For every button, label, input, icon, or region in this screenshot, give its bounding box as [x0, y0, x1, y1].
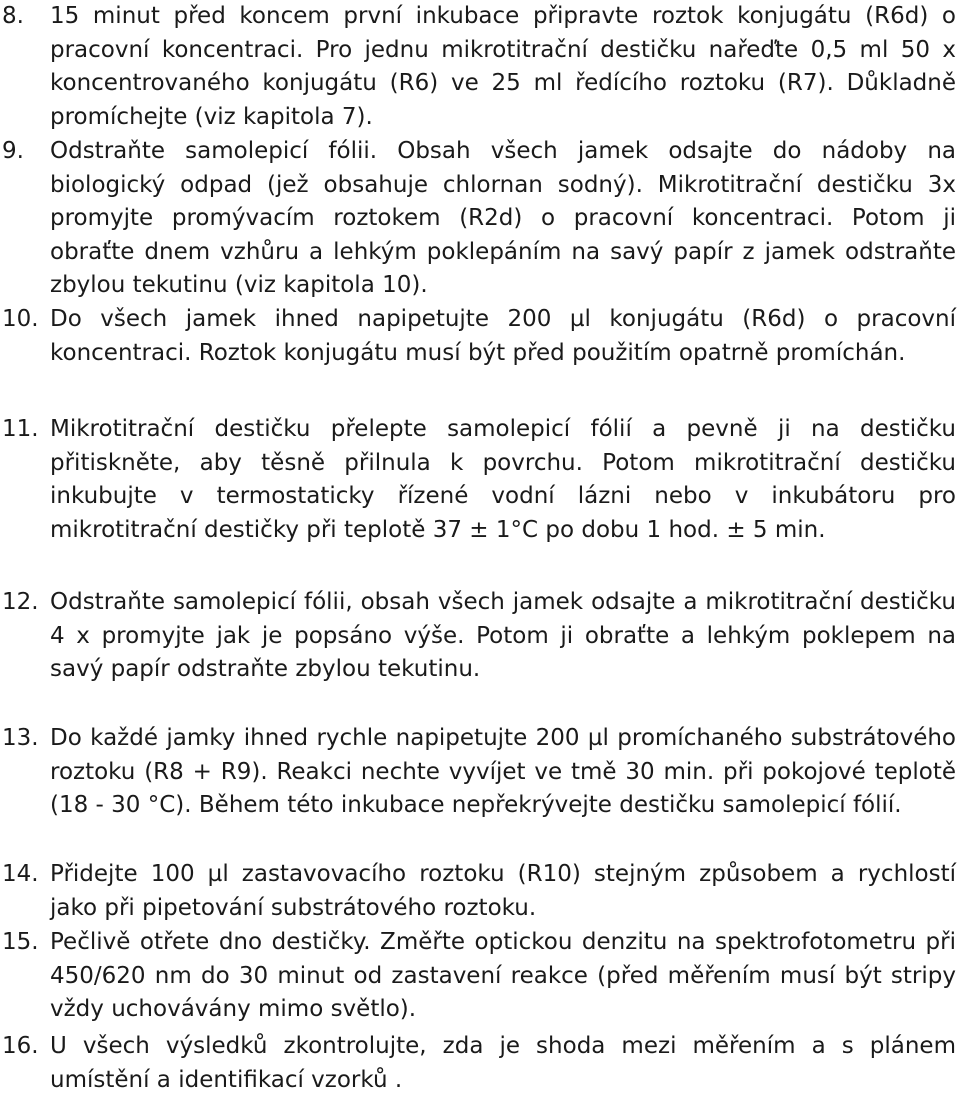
- step-text: Pečlivě otřete dno destičky. Změřte optickou denzitu na spektrofotometru při 450/620 nm do 30 minut od zastavení reakce (před měřením musí být stripy vždy uchovávány mimo světlo).: [50, 929, 956, 1023]
- step-text: Do všech jamek ihned napipetujte 200 µl konjugátu (R6d) o pracovní koncentraci. Roztok konjugátu musí být před použitím opatrně promíchán.: [50, 306, 956, 366]
- step-number: 11.: [2, 416, 39, 442]
- step-text: Přidejte 100 µl zastavovacího roztoku (R10) stejným způsobem a rychlostí jako při pipetování substrátového roztoku.: [50, 861, 956, 921]
- step-text: Do každé jamky ihned rychle napipetujte 200 µl promíchaného substrátového roztoku (R8 + R9). Reakci nechte vyvíjet ve tmě 30 min. při pokojové teplotě (18 - 30 °C). Během této inkubace nepřekrývejte destičku samolepicí fólií.: [50, 725, 956, 819]
- step-number: 12.: [2, 589, 39, 615]
- step-text: Odstraňte samolepicí fólii, obsah všech jamek odsajte a mikrotitrační destičku 4 x promyjte jak je popsáno výše. Potom ji obraťte a lehkým poklepem na savý papír odstraňte zbylou tekutinu.: [50, 589, 956, 683]
- step-text: U všech výsledků zkontrolujte, zda je shoda mezi měřením a s plánem umístění a identifikací vzorků .: [50, 1033, 956, 1093]
- step-number: 14.: [2, 861, 39, 887]
- step-number: 13.: [2, 725, 39, 751]
- step-number: 10.: [2, 306, 39, 332]
- step-number: 15.: [2, 929, 39, 955]
- step-text: 15 minut před koncem první inkubace připravte roztok konjugátu (R6d) o pracovní koncentraci. Pro jednu mikrotitrační destičku nařeďte 0,5 ml 50 x koncentrovaného konjugátu (R6) ve 25 ml ředícího roztoku (R7). Důkladně promíchejte (viz kapitola 7).: [50, 3, 956, 130]
- step-number: 8.: [2, 3, 24, 29]
- step-number: 16.: [2, 1033, 39, 1059]
- step-text: Odstraňte samolepicí fólii. Obsah všech jamek odsajte do nádoby na biologický odpad (jež obsahuje chlornan sodný). Mikrotitrační destičku 3x promyjte promývacím roztokem (R2d) o pracovní koncentraci. Potom ji obraťte dnem vzhůru a lehkým poklepáním na savý papír z jamek odstraňte zbylou tekutinu (viz kapitola 10).: [50, 138, 956, 299]
- step-text: Mikrotitrační destičku přelepte samolepicí fólií a pevně ji na destičku přitiskněte, aby těsně přilnula k povrchu. Potom mikrotitrační destičku inkubujte v termostaticky řízené vodní lázni nebo v inkubátoru pro mikrotitrační destičky při teplotě 37 ± 1°C po dobu 1 hod. ± 5 min.: [50, 416, 956, 543]
- step-number: 9.: [2, 138, 24, 164]
